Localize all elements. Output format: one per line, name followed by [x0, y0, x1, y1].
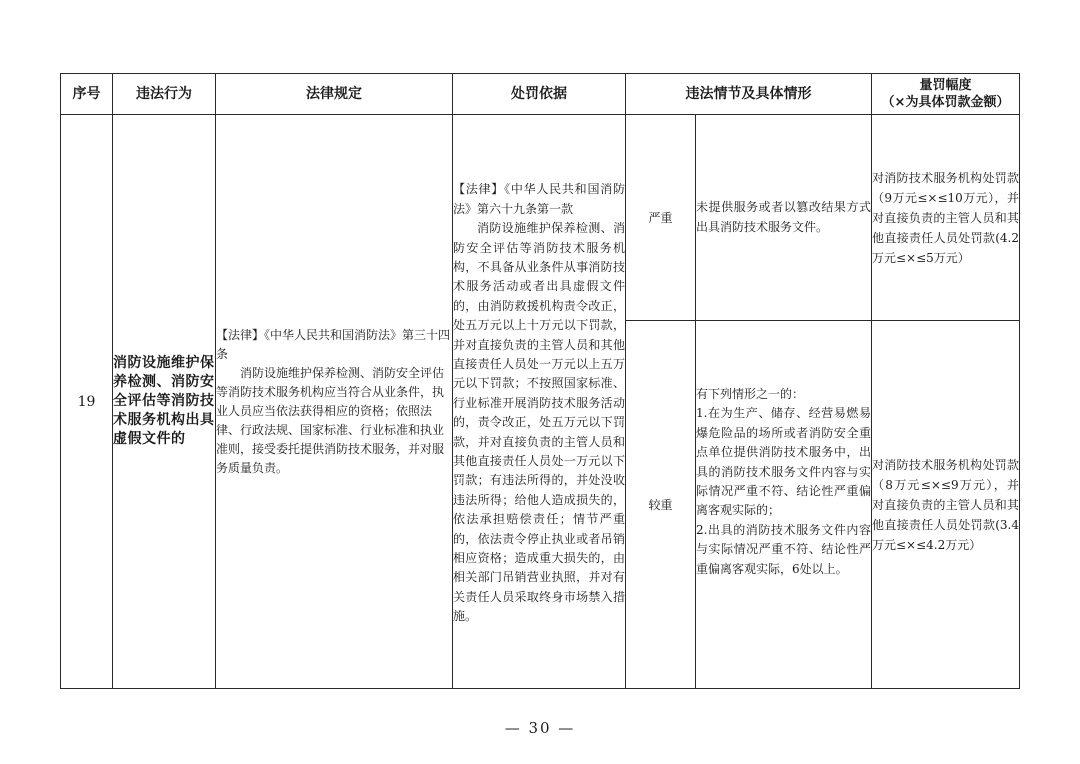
- row-seq: 19: [61, 115, 113, 689]
- header-range-note: （×为具体罚款金额）: [881, 95, 1010, 110]
- violation-behavior: 消防设施维护保养检测、消防安全评估等消防技术服务机构出具虚假文件的: [113, 115, 216, 689]
- circumstance-line: 未提供服务或者以篡改结果方式出具消防技术服务文件。: [696, 200, 871, 234]
- severity-level: 严重: [626, 115, 696, 321]
- circumstance-text: [696, 115, 872, 321]
- header-range-title: 量罚幅度: [919, 78, 972, 93]
- law-provision-body: 消防设施维护保养检测、消防安全评估等消防技术服务机构应当符合从业条件，执业人员应当依法获得相应的资格；依照法律、行政法规、国家标准、行业标准和执业准则，接受委托提供消防技术服务，并对服务质量负责。: [216, 365, 445, 475]
- circumstance-line: 2.出具的消防技术服务文件内容与实际情况严重不符、结论性严重偏离客观实际，6处以上。: [696, 522, 871, 576]
- law-provision-head: 【法律】《中华人民共和国消防法》第三十四条: [216, 327, 451, 361]
- circumstance-line: 1.在为生产、储存、经营易燃易爆危险品的场所或者消防安全重点单位提供消防技术服务中，出具的消防技术服务文件内容与实际情况严重不符、结论性严重偏离客观实际的；: [696, 406, 871, 518]
- page-number: — 30 —: [504, 719, 576, 737]
- table-row: [61, 115, 1020, 321]
- header-seq: 序号: [61, 74, 113, 115]
- penalty-range: 对消防技术服务机构处罚款（9万元≤×≤10万元），并对直接负责的主管人员和其他直接责任人员处罚款(4.2万元≤×≤5万元）: [872, 115, 1020, 321]
- header-circumstance: 违法情节及具体情形: [626, 74, 872, 115]
- penalty-basis: [453, 115, 626, 689]
- header-row: [61, 74, 1020, 115]
- header-penalty-range: [872, 74, 1020, 115]
- circumstance-line: 有下列情形之一的：: [696, 387, 805, 401]
- header-behavior: 违法行为: [113, 74, 216, 115]
- header-basis: 处罚依据: [453, 74, 626, 115]
- penalty-basis-head: 【法律】《中华人民共和国消防法》第六十九条第一款: [453, 182, 625, 216]
- penalty-basis-body: 消防设施维护保养检测、消防安全评估等消防技术服务机构，不具备从业条件从事消防技术服务活动或者出具虚假文件的，由消防救援机构责令改正，处五万元以上十万元以下罚款，并对直接负责的主管人员和其他直接责任人员处一万元以上五万元以下罚款；不按照国家标准、行业标准开展消防技术服务活动的，责令改正，处五万元以下罚款，并对直接负责的主管人员和其他直接责任人员处一万元以下罚款；有违法所得的，并处没收违法所得；给他人造成损失的，依法承担赔偿责任；情节严重的，依法责令停止执业或者吊销相应资格；造成重大损失的，由相关部门吊销营业执照，并对有关责任人员采取终身市场禁入措施。: [453, 221, 625, 624]
- circumstance-text: [696, 321, 872, 689]
- header-law: 法律规定: [216, 74, 453, 115]
- penalty-range: 对消防技术服务机构处罚款（8万元≤×≤9万元），并对直接负责的主管人员和其他直接责任人员处罚款(3.4万元≤×≤4.2万元）: [872, 321, 1020, 689]
- severity-level: 较重: [626, 321, 696, 689]
- law-provision: [216, 115, 453, 689]
- penalty-table: [60, 73, 1020, 689]
